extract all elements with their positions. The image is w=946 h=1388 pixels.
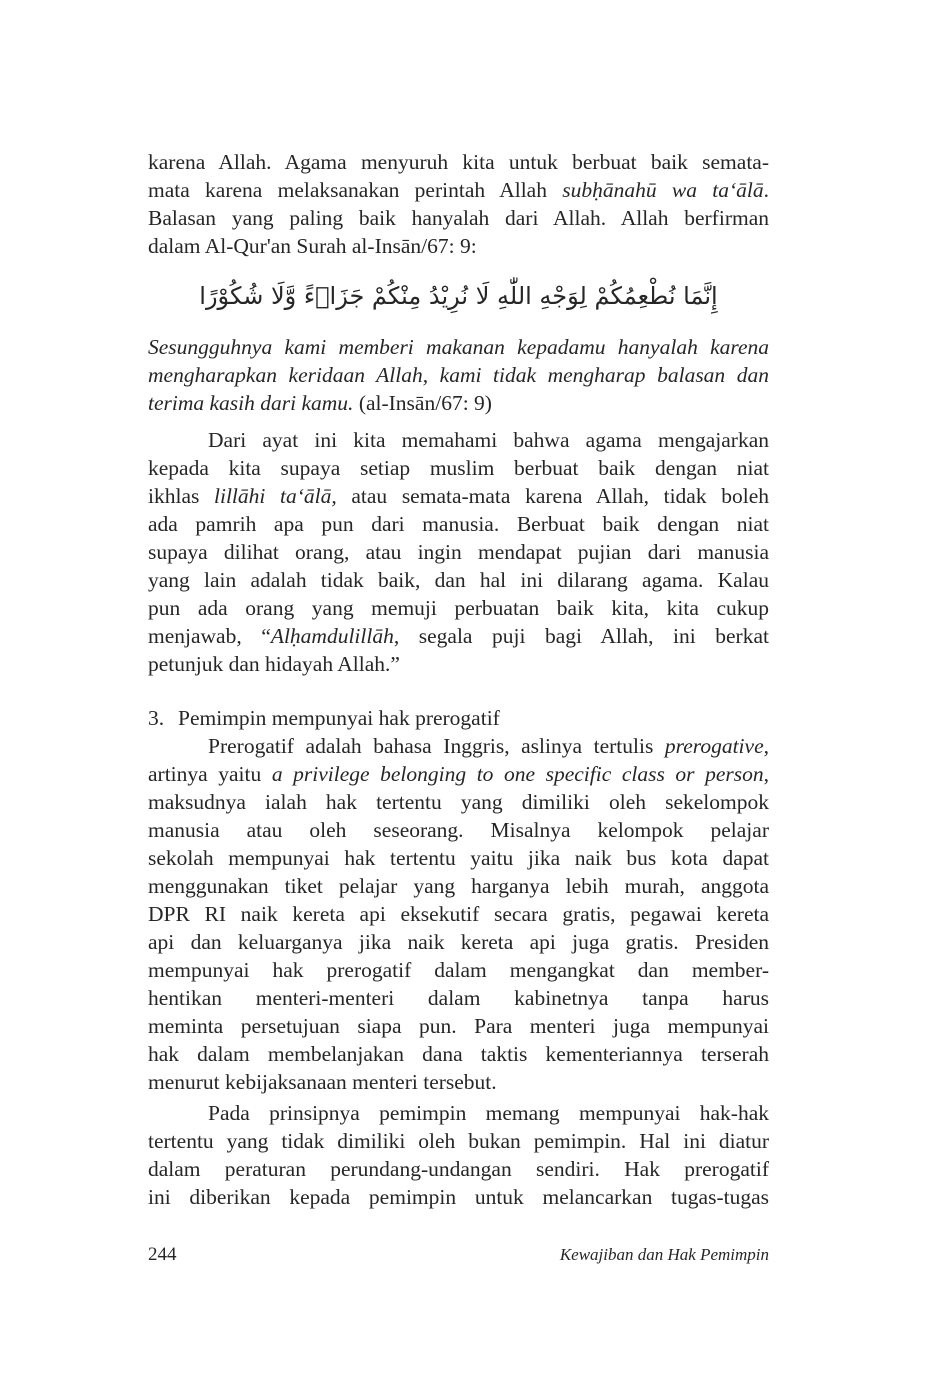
italic-text: terima kasih dari kamu. (148, 391, 354, 415)
text: dalam peraturan perundang-undangan sendiri. Hak prerogatif (148, 1157, 769, 1181)
text: ini diberikan kepada pemimpin untuk melancarkan tugas-tugas (148, 1185, 769, 1209)
text-line (148, 232, 769, 260)
intro-paragraph (148, 148, 769, 260)
text-line (148, 426, 769, 454)
text-line (148, 566, 769, 594)
text: (al-Insān/67: 9) (353, 391, 492, 415)
text: mempunyai hak prerogatif dalam mengangkat dan member- (148, 958, 769, 982)
text: sekolah mempunyai hak tertentu yaitu jika naik bus kota dapat (148, 846, 769, 870)
text-line (148, 816, 769, 844)
text: Pada prinsipnya pemimpin memang mempunyai hak-hak (208, 1101, 769, 1125)
section-number: 3. (148, 706, 165, 730)
text: pun ada orang yang memuji perbuatan baik kita, kita cukup (148, 596, 769, 620)
text: dalam Al-Qur'an Surah al-Insān/67: 9: (148, 234, 477, 258)
text-line (148, 482, 769, 510)
italic-text: Sesungguhnya kami memberi makanan kepadamu hanyalah karena (148, 335, 769, 359)
italic-text: mengharapkan keridaan Allah, kami tidak mengharap balasan dan (148, 363, 769, 387)
text: kepada kita supaya setiap muslim berbuat baik dengan niat (148, 456, 769, 480)
text-line (148, 176, 769, 204)
text: Dari ayat ini kita memahami bahwa agama mengajarkan (208, 428, 769, 452)
text-line (148, 1040, 769, 1068)
text-line (148, 788, 769, 816)
text-line (148, 510, 769, 538)
text-line (148, 1012, 769, 1040)
text: ada pamrih apa pun dari manusia. Berbuat baik dengan niat (148, 512, 769, 536)
text: manusia atau oleh seseorang. Misalnya kelompok pelajar (148, 818, 769, 842)
text-line (148, 1155, 769, 1183)
text: menjawab, “ (148, 624, 271, 648)
text: yang lain adalah tidak baik, dan hal ini dilarang agama. Kalau (148, 568, 769, 592)
text-line (148, 361, 769, 389)
text-line (148, 204, 769, 232)
text-line (148, 148, 769, 176)
text: , (763, 762, 769, 786)
text: api dan keluarganya jika naik kereta api juga gratis. Presiden (148, 930, 769, 954)
text: . (763, 178, 769, 202)
italic-text: subḥānahū wa ta‘ālā (562, 178, 764, 202)
prerogative-paragraph (148, 732, 769, 1096)
text-line (148, 622, 769, 650)
page-footer (148, 1242, 769, 1268)
text: ikhlas (148, 484, 214, 508)
page-number: 244 (148, 1244, 177, 1265)
text: menggunakan tiket pelajar yang harganya lebih murah, anggota (148, 874, 769, 898)
text: artinya yaitu (148, 762, 272, 786)
text-line (148, 984, 769, 1012)
italic-text: Alḥamdulillāh (270, 624, 394, 648)
section-heading (148, 704, 500, 732)
text: Balasan yang paling baik hanyalah dari Allah. Allah berfirman (148, 206, 769, 230)
text: Prerogatif adalah bahasa Inggris, aslinya tertulis (208, 734, 665, 758)
text: , (763, 734, 769, 758)
principle-paragraph (148, 1099, 769, 1211)
text-line (148, 956, 769, 984)
text-line (148, 333, 769, 361)
text-line (148, 928, 769, 956)
text: DPR RI naik kereta api eksekutif secara gratis, pegawai kereta (148, 902, 769, 926)
text-line (148, 1099, 769, 1127)
section-title: Pemimpin mempunyai hak prerogatif (178, 706, 500, 730)
text-line (148, 1068, 769, 1096)
verse-translation (148, 333, 769, 417)
text-line (148, 1127, 769, 1155)
text-line (148, 760, 769, 788)
italic-text: lillāhi ta‘ālā, (214, 484, 337, 508)
text: , segala puji bagi Allah, ini berkat (393, 624, 769, 648)
text: petunjuk dan hidayah Allah.” (148, 652, 400, 676)
arabic-verse: إِنَّمَا نُطْعِمُكُمْ لِوَجْهِ اللّٰهِ لَا نُرِيْدُ مِنْكُمْ جَزَاۤءً وَّلَا شُكُوْرًا (199, 282, 718, 310)
text: karena Allah. Agama menyuruh kita untuk berbuat baik semata- (148, 150, 769, 174)
text-line (148, 872, 769, 900)
text-line (148, 538, 769, 566)
text-line (148, 1183, 769, 1211)
text-line (148, 900, 769, 928)
text: tertentu yang tidak dimiliki oleh bukan pemimpin. Hal ini diatur (148, 1129, 769, 1153)
italic-text: prerogative (664, 734, 764, 758)
text-line (148, 594, 769, 622)
text: menurut kebijaksanaan menteri tersebut. (148, 1070, 497, 1094)
italic-text: a privilege belonging to one specific class or person (271, 762, 764, 786)
text: maksudnya ialah hak tertentu yang dimiliki oleh sekelompok (148, 790, 769, 814)
running-title: Kewajiban dan Hak Pemimpin (559, 1245, 769, 1264)
text: supaya dilihat orang, atau ingin mendapat pujian dari manusia (148, 540, 769, 564)
text-line (148, 389, 769, 417)
text-line (148, 650, 769, 678)
explanation-paragraph (148, 426, 769, 678)
text: mata karena melaksanakan perintah Allah (148, 178, 563, 202)
text: hentikan menteri-menteri dalam kabinetnya tanpa harus (148, 986, 769, 1010)
text: atau semata-mata karena Allah, tidak boleh (336, 484, 769, 508)
text-line (148, 732, 769, 760)
text-line (148, 454, 769, 482)
text: hak dalam membelanjakan dana taktis kementeriannya terserah (148, 1042, 769, 1066)
text-line (148, 844, 769, 872)
text: meminta persetujuan siapa pun. Para menteri juga mempunyai (148, 1014, 769, 1038)
